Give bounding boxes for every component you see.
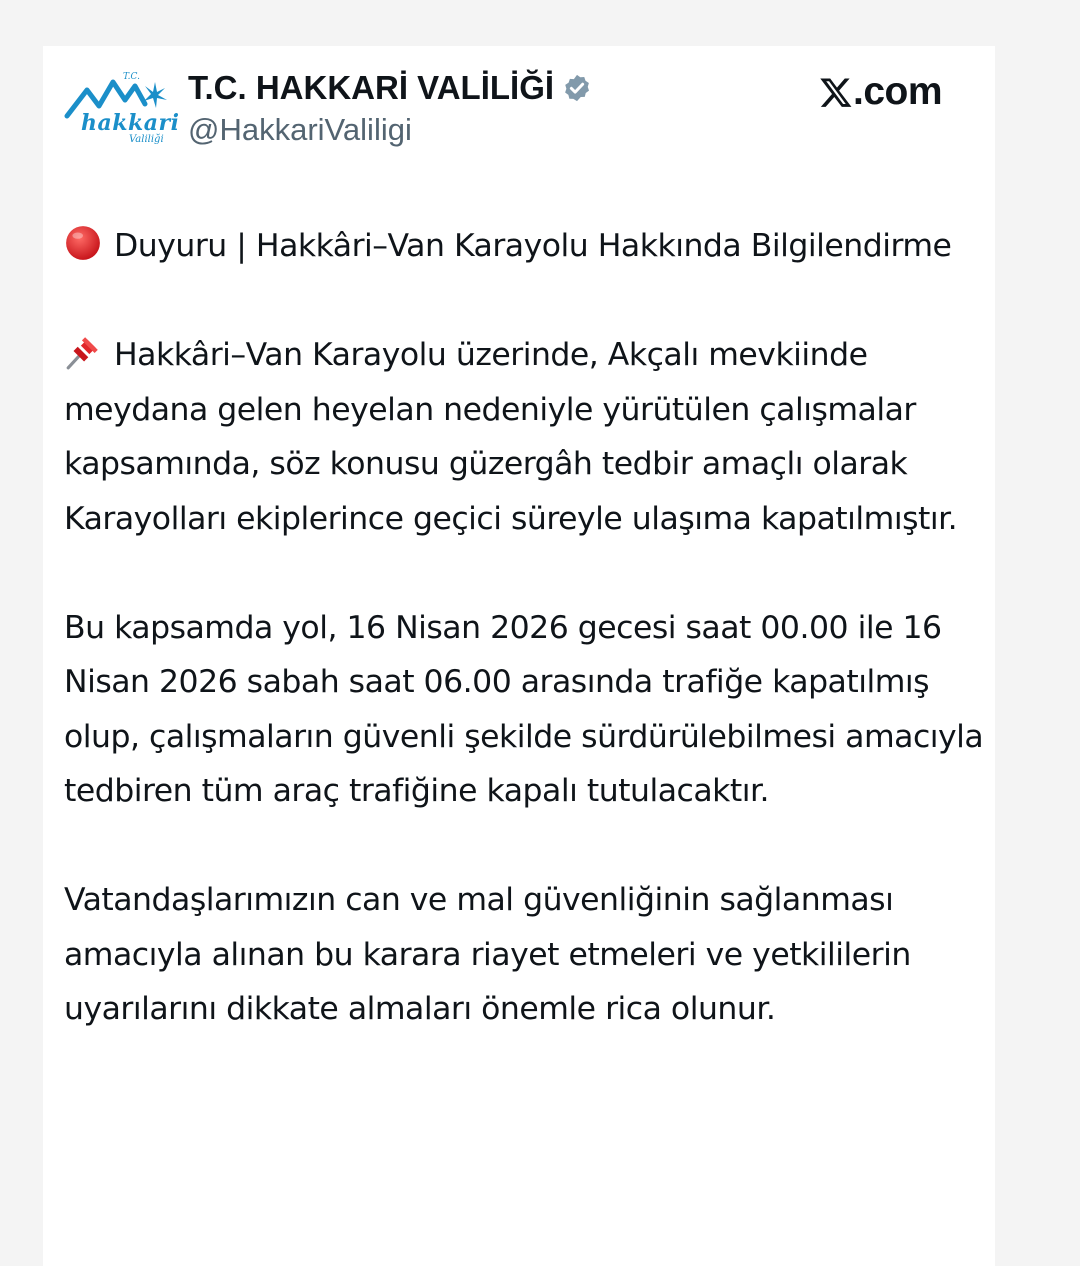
verified-badge-icon — [562, 73, 592, 103]
logo-brand-text: hakkari — [81, 110, 180, 136]
account-avatar[interactable] — [61, 72, 180, 152]
tweet-headline-paragraph — [64, 219, 984, 274]
tweet-card — [43, 46, 995, 1266]
tweet-paragraph-1 — [64, 328, 984, 546]
tweet-paragraph-3: Vatandaşlarımızın can ve mal güvenliğinin sağlanması amacıyla alınan bu karara riayet etmeleri ve yetkililerin uyarılarını dikkate almaları önemle rica olunur. — [64, 882, 911, 1027]
account-display-name[interactable]: T.C. HAKKARİ VALİLİĞİ — [188, 69, 555, 106]
tweet-paragraph-2: Bu kapsamda yol, 16 Nisan 2026 gecesi saat 00.00 ile 16 Nisan 2026 sabah saat 06.00 arasında trafiğe kapatılmış olup, çalışmaların güvenli şekilde sürdürülebilmesi amacıyla tedbiren tüm araç trafiğine kapalı tutulacaktır. — [64, 609, 984, 809]
red-circle-icon — [64, 224, 102, 262]
pushpin-icon — [64, 333, 102, 371]
x-logo-icon — [819, 75, 853, 109]
tweet-paragraph-1-text: Hakkâri–Van Karayolu üzerinde, Akçalı mevkiinde meydana gelen heyelan nedeniyle yürütülen çalışmalar kapsamında, söz konusu güzergâh tedbir amaçlı olarak Karayolları ekiplerince geçici süreyle ulaşıma kapatılmıştır. — [64, 337, 958, 537]
account-handle[interactable]: @HakkariValiligi — [188, 112, 412, 147]
logo-sub-text: Valiliği — [129, 134, 164, 145]
x-brand — [819, 70, 942, 114]
brand-domain: .com — [853, 70, 943, 113]
logo-tc-text: T.C. — [123, 72, 140, 82]
account-name-row — [188, 66, 592, 110]
tweet-headline: Duyuru | Hakkâri–Van Karayolu Hakkında Bilgilendirme — [114, 228, 952, 264]
tweet-text — [64, 219, 984, 1037]
